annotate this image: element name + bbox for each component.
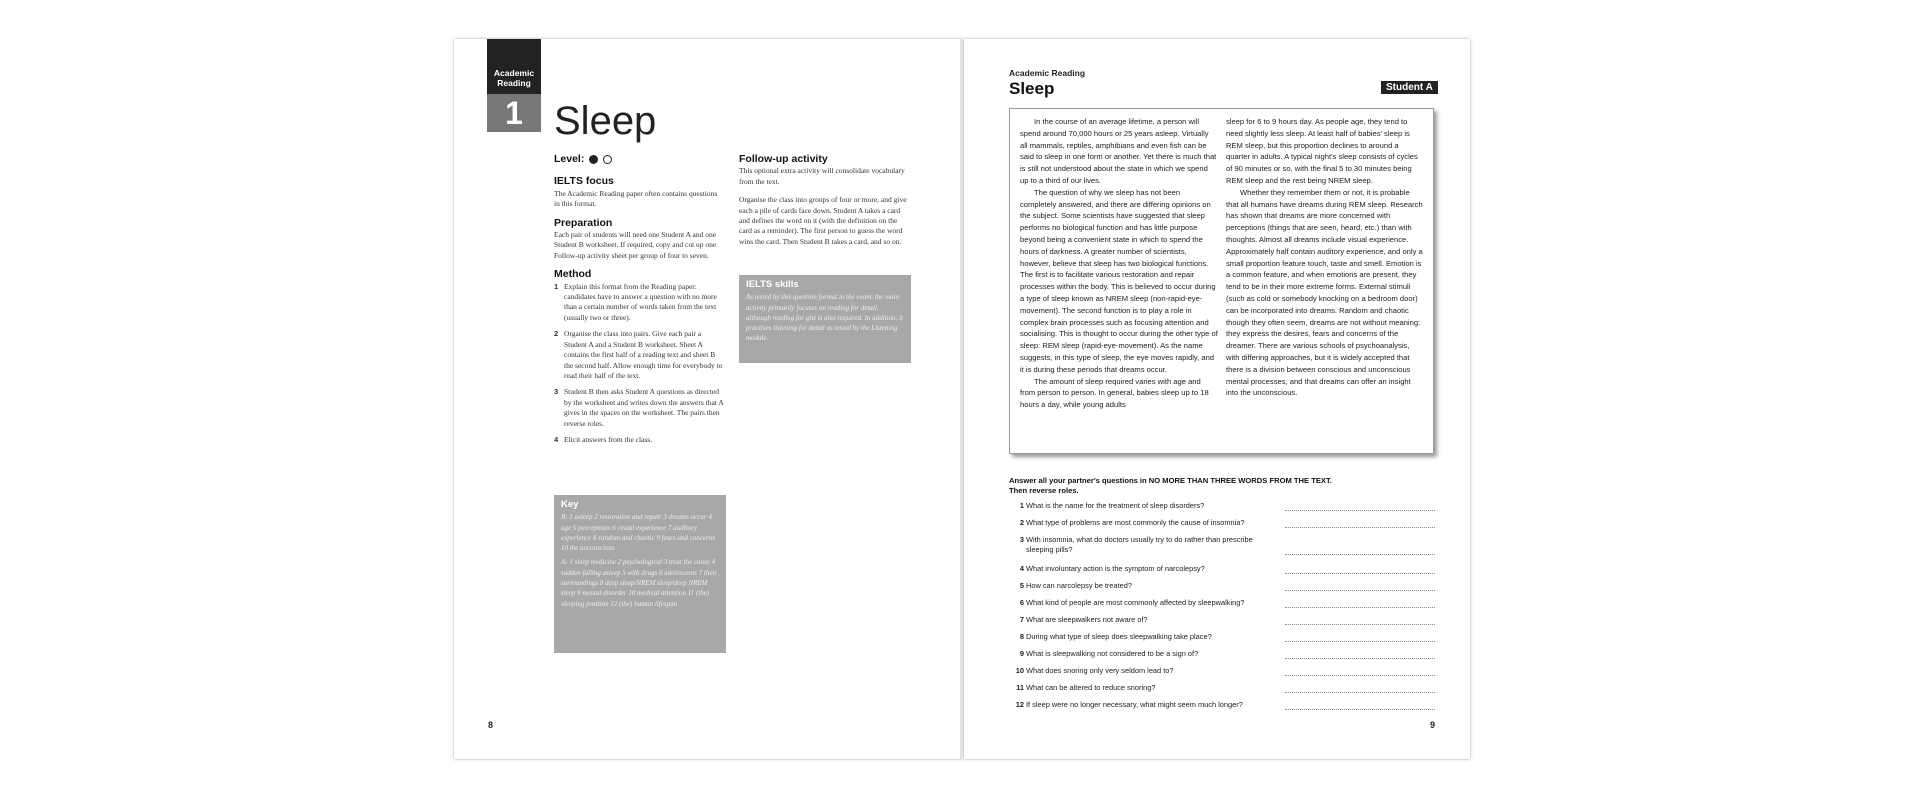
question-text: What are sleepwalkers not aware of? (1026, 615, 1148, 624)
question-number: 6 (1019, 598, 1024, 607)
teacher-notes-column-2 (739, 154, 911, 255)
answer-line[interactable] (1285, 700, 1435, 710)
ielts-skills-heading: IELTS skills (746, 279, 799, 290)
answer-line[interactable] (1285, 598, 1435, 608)
answer-line[interactable] (1285, 581, 1435, 591)
ielts-skills-text: As tested by this question format in the exam, the main activity primarily focuses on reading for detail, although reading for gist is also required. In addition, it practises listening for detail as tested by the Listening module. (746, 293, 903, 343)
answer-line[interactable] (1285, 535, 1435, 555)
method-item-text: Student B then asks Student A questions as directed by the worksheet and writes down the answers that A gives in the spaces on the worksheet. The pairs then reverse roles. (564, 387, 724, 428)
reading-paragraph: Whether they remember them or not, it is probable that all humans have dreams during REM sleep. Research has shown that dreams are more concerned with perceptions (things that are seen, heard, etc.) than with thoughts. Almost all dreams include visual experience. Approximately half contain auditory experience, and only a small proportion feature touch, taste and smell. Emotion is a common feature, and when emotions are present, they tend to be in their more extreme forms. External stimuli (such as cold or somebody knocking on a bedroom door) can be incorporated into dreams. Random and chaotic though they often seem, dreams are not without meaning: they express the desires, fears and concerns of the dreamer. There are various schools of psychoanalysis, with differing approaches, but it is widely accepted that there is a division between conscious and unconscious mental processes, and that dreams can offer an insight into the unconscious. (1226, 187, 1423, 398)
question-number: 5 (1019, 581, 1024, 590)
method-list (554, 282, 724, 446)
ielts-focus-heading: IELTS focus (554, 175, 614, 188)
book-spread (454, 39, 1470, 759)
question-number: 2 (1019, 518, 1024, 527)
reading-text-box (1009, 108, 1434, 454)
question-text: With insomnia, what do doctors usually try to do rather than prescribe sleeping pills? (1026, 535, 1253, 554)
student-badge: Student A (1381, 81, 1438, 94)
level-label: Level: (554, 153, 585, 165)
teacher-notes-column-1 (554, 154, 724, 451)
question-number: 9 (1019, 649, 1024, 658)
answer-line[interactable] (1285, 666, 1435, 676)
preparation-text: Each pair of students will need one Student A and one Student B worksheet. If required, copy and cut up one Follow-up activity sheet per group of four to seven. (554, 230, 717, 260)
question-number: 8 (1019, 632, 1024, 641)
instruction-line-1: Answer all your partner's questions in NO MORE THAN THREE WORDS FROM THE TEXT. (1009, 476, 1332, 485)
reading-text-column-2 (1226, 116, 1424, 399)
unit-number: 1 (487, 94, 541, 132)
answer-key-box (554, 495, 726, 653)
question-number: 11 (1016, 683, 1024, 692)
preparation-heading: Preparation (554, 216, 613, 229)
question-text: During what type of sleep does sleepwalking take place? (1026, 632, 1212, 641)
level-indicator (554, 154, 724, 164)
question-text: What involuntary action is the symptom of narcolepsy? (1026, 564, 1205, 573)
follow-up-heading: Follow-up activity (739, 153, 828, 165)
worksheet-title: Sleep (1009, 79, 1055, 98)
question-number: 3 (1019, 535, 1024, 544)
question-number: 10 (1015, 666, 1024, 675)
question-text: What is sleepwalking not considered to be a sign of? (1026, 649, 1199, 658)
method-heading: Method (554, 268, 592, 281)
reading-paragraph: In the course of an average lifetime, a person will spend around 70,000 hours or 25 years asleep. Virtually all mammals, reptiles, amphibians and even fish can be said to sleep in one form or another. Yet there is much that is still not understood about the state in which we spend up to a third of our lives. (1020, 117, 1217, 185)
method-item-text: Explain this format from the Reading paper: candidates have to answer a question with no more than a certain number of words taken from the text (usually two or three). (564, 281, 717, 322)
method-item-number: 4 (554, 434, 559, 444)
question-text: What is the name for the treatment of sleep disorders? (1026, 501, 1205, 510)
instructions (1009, 476, 1332, 496)
ielts-skills-box (739, 275, 911, 363)
key-part-a: A: 1 sleep medicine 2 psychological 3 treat the cause 4 sudden falling asleep 5 with drugs 6 adolescents 7 their surroundings 8 deep sleep/NREM sleep/deep NREM sleep 9 mental disorder 10 medical attention 11 (the) sleeping position 12 (the) human lifespan (561, 558, 718, 608)
answer-line[interactable] (1285, 632, 1435, 642)
follow-up-text-1: This optional extra activity will consolidate vocabulary from the text. (739, 166, 905, 186)
answer-line[interactable] (1285, 615, 1435, 625)
method-item-number: 3 (554, 387, 559, 397)
left-page (454, 39, 962, 759)
unit-label-line1: Academic (493, 68, 535, 78)
instruction-line-2: Then reverse roles. (1009, 486, 1079, 495)
ielts-focus-text: The Academic Reading paper often contains questions in this format. (554, 188, 718, 209)
method-item-text: Elicit answers from the class. (564, 434, 653, 444)
method-item (554, 282, 724, 324)
answer-line[interactable] (1285, 683, 1435, 693)
reading-paragraph: The question of why we sleep has not been completely answered, and there are differing opinions on the subject. Some scientists have suggested that sleep performs no biological function and has little purpose beyond being a convenient state in which to spend the hours of darkness. A greater number of scientists, however, believe that sleep has two biological functions. The first is to facilitate various restoration and repair processes within the body. This is believed to occur during a type of sleep known as NREM sleep (non-rapid-eye-movement). The second function is to play a role in complex brain processes such as focusing attention and socialising. This is thought to occur during the other type of sleep: REM sleep (rapid-eye-movement). As the name suggests, in this type of sleep, the eye moves rapidly, and it is during these periods that dreams occur. (1020, 187, 1218, 374)
answer-line[interactable] (1285, 564, 1435, 574)
question-number: 4 (1019, 564, 1024, 573)
level-filled-dot-icon (589, 155, 598, 164)
question-text: How can narcolepsy be treated? (1026, 581, 1132, 590)
method-item (554, 329, 724, 381)
question-text: If sleep were no longer necessary, what might seem much longer? (1026, 700, 1243, 709)
section-kicker: Academic Reading (1009, 68, 1086, 78)
method-item-text: Organise the class into pairs. Give each pair a Student A and a Student B worksheet. Sheet A contains the first half of a reading text and sheet B the second half. Allow enough time for everybody to read their half of the text. (564, 329, 723, 380)
page-number-left: 8 (488, 720, 494, 730)
page-title: Sleep (554, 99, 657, 143)
method-item-number: 2 (554, 329, 559, 339)
unit-label (487, 39, 541, 94)
answer-line[interactable] (1285, 518, 1435, 528)
reading-text-column-1 (1020, 116, 1218, 411)
question-text: What type of problems are most commonly the cause of insomnia? (1026, 518, 1245, 527)
method-item (554, 435, 724, 445)
level-empty-dot-icon (603, 155, 612, 164)
reading-paragraph: The amount of sleep required varies with age and from person to person. In general, babies sleep up to 18 hours a day, while young adults (1020, 376, 1209, 410)
follow-up-text-2: Organise the class into groups of four or more, and give each a pile of cards face down. Student A takes a card and defines the word on it (with the definition on the card as a reminder). The first person to guess the word wins the card. Then Student B takes a card, and so on. (739, 195, 907, 246)
key-part-b: B: 1 asleep 2 restoration and repair 3 dreams occur 4 age 5 perceptions 6 visual experience 7 auditory experience 8 random and chaotic 9 fears and concerns 10 the unconscious (561, 513, 715, 553)
question-number: 7 (1019, 615, 1024, 624)
question-text: What kind of people are most commonly affected by sleepwalking? (1026, 598, 1245, 607)
answer-line[interactable] (1285, 501, 1435, 511)
question-number: 1 (1019, 501, 1024, 510)
unit-label-line2: Reading (497, 78, 531, 88)
answer-line[interactable] (1285, 649, 1435, 659)
right-page (964, 39, 1470, 759)
question-number: 12 (1015, 700, 1024, 709)
reading-paragraph: sleep for 6 to 9 hours day. As people age, they tend to need slightly less sleep. At least half of babies' sleep is REM sleep, but this proportion declines to around a quarter in adults. A typical night's sleep consists of cycles of 90 minutes or so, with the final 5 to 30 minutes being REM sleep and the rest being NREM sleep. (1226, 117, 1418, 185)
key-heading: Key (561, 499, 579, 510)
question-text: What can be altered to reduce snoring? (1026, 683, 1156, 692)
question-text: What does snoring only very seldom lead to? (1026, 666, 1174, 675)
method-item (554, 387, 724, 429)
page-number-right: 9 (1430, 720, 1436, 730)
method-item-number: 1 (554, 281, 559, 291)
